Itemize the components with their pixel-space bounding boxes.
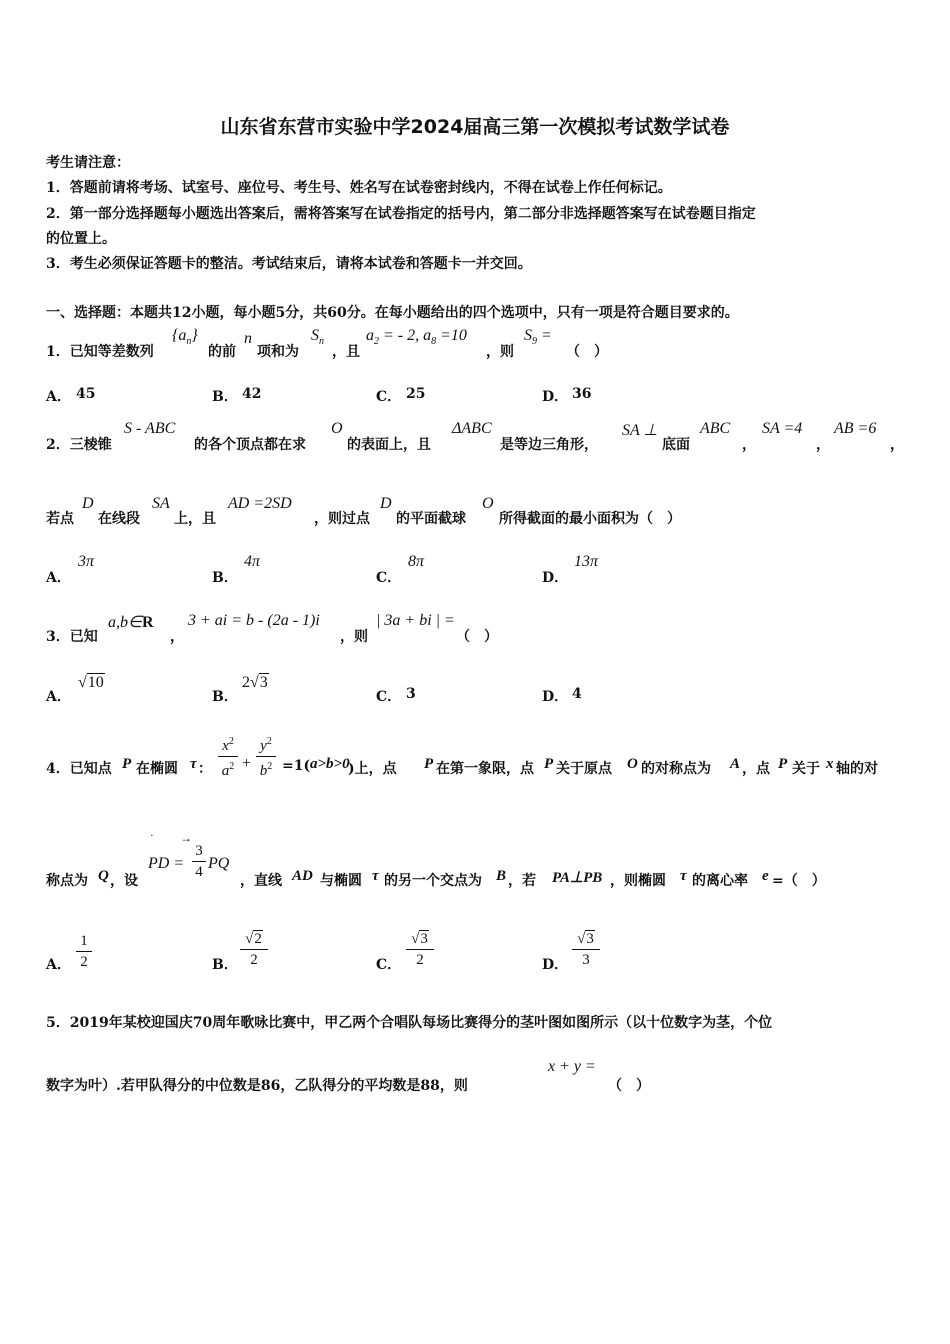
notice-item: 的位置上。 [46,231,116,247]
q4-math-vector: PD = [148,855,185,872]
q3-text: ，则 [340,629,368,645]
q3-text: ， [170,629,184,645]
option-label: C． [376,570,402,586]
q2-math: AB =6 [834,420,877,437]
q3-math: | 3a + bi | = [376,612,455,629]
option-label: A． [46,957,71,973]
q4-math: e [762,868,769,884]
q2-math: SA ⊥ [622,422,658,439]
q2-math: O [331,420,343,437]
q3-text: 3．已知 [46,629,98,645]
notice-item: 1．答题前请将考场、试室号、座位号、考生号、姓名写在试卷密封线内，不得在试卷上作任何标记。 [46,180,672,196]
option-value: 1 2 [76,932,92,971]
page-title: 山东省东营市实验中学2024届高三第一次模拟考试数学试卷 [220,116,730,138]
q4-text: 的另一个交点为 [384,873,482,889]
q1-text: 的前 [208,344,236,360]
q4-math: AD [292,868,313,884]
option-value: 4π [244,553,261,570]
option-label: B． [212,957,238,973]
q2-math: S - ABC [124,420,176,437]
option-label: C． [376,389,402,405]
q4-text: ： [198,761,212,777]
q4-math: Q [98,868,109,884]
q4-math: + [242,755,252,772]
q2-text: 上，且 [174,511,216,527]
notice-item: 3．考生必须保证答题卡的整洁。考试结束后，请将本试卷和答题卡一并交回。 [46,256,532,272]
q4-text: 的对称点为 [641,761,711,777]
option-value: √3 2 [406,930,434,969]
q2-math: D [82,495,94,512]
q4-math: A [730,756,741,772]
option-label: D． [542,957,569,973]
option-label: C． [376,689,402,705]
q2-text: 的表面上，且 [347,437,431,453]
option-value: 8π [408,553,425,570]
q4-text: =（ ） [772,873,826,889]
q2-text: ， [742,437,756,453]
q1-text: 1．已知等差数列 [46,344,154,360]
q1-math-n: n [244,330,252,347]
q2-math: SA =4 [762,420,803,437]
option-value: √3 3 [572,930,600,969]
vector-arrow: → [180,831,192,845]
q1-math-sn: $S_n$ [311,327,324,348]
q4-text: )上，点 [348,761,397,777]
q2-math: AD =2SD [228,495,292,512]
option-label: D． [542,689,569,705]
option-value: 3π [78,553,95,570]
ellipse-fraction-x: $x^2$ $a^2$ [218,733,238,780]
option-label: B． [212,389,238,405]
q2-text: 若点 [46,511,74,527]
q4-text: 在椭圆 [136,761,178,777]
q5-text: 数字为叶）.若甲队得分的中位数是86，乙队得分的平均数是88，则 [46,1078,468,1094]
option-value: 45 [76,386,96,402]
q4-text: 与椭圆 [320,873,362,889]
vector-dot: · [150,830,154,842]
notice-heading: 考生请注意： [46,155,130,171]
q4-text: 称点为 [46,873,88,889]
option-label: C． [376,957,402,973]
option-value: 25 [406,386,426,402]
option-label: B． [212,570,238,586]
ellipse-fraction-y: $y^2$ $b^2$ [256,733,276,780]
option-value: 13π [574,553,599,570]
q1-text: 项和为 [257,344,299,360]
q3-math: 3 + ai = b - (2a - 1)i [188,612,320,629]
q4-math: PA⊥PB [552,870,603,886]
q5-text: （ ） [608,1078,650,1094]
q4-text: 轴的对 [836,761,878,777]
option-value: 42 [242,386,262,402]
option-value: 3 [406,686,416,702]
option-label: A． [46,389,71,405]
option-label: D． [542,389,569,405]
q2-text: 2．三棱锥 [46,437,112,453]
q5-text: 5．2019年某校迎国庆70周年歌咏比赛中，甲乙两个合唱队每场比赛得分的茎叶图如图所示（以十位数字为茎，个位 [46,1015,773,1031]
q4-math: P [778,756,788,772]
option-value: 36 [572,386,592,402]
q4-text: 在第一象限，点 [436,761,534,777]
q4-math: τ [190,756,197,772]
q4-fraction-3-4: 3 4 [192,842,206,881]
q4-math: B [496,868,507,884]
q4-text: ，若 [508,873,536,889]
q1-text: （ ） [566,344,608,360]
option-label: A． [46,689,71,705]
q2-math: O [482,495,494,512]
option-label: A． [46,570,71,586]
notice-item: 2．第一部分选择题每小题选出答案后，需将答案写在试卷指定的括号内，第二部分非选择题答案写在试卷题目指定 [46,206,756,222]
q4-math: τ [372,868,379,884]
q2-text: 的各个顶点都在求 [194,437,306,453]
q4-math: x [826,756,834,772]
q2-text: 所得截面的最小面积为（ ） [499,511,681,527]
q1-math-sequence: $\{a_n\}$ [172,327,198,348]
q4-text: 的离心率 [692,873,748,889]
q2-math: ABC [700,420,731,437]
q3-math: a,b∈R [108,614,154,631]
option-label: B． [212,689,238,705]
section-heading: 一、选择题：本题共12小题，每小题5分，共60分。在每小题给出的四个选项中，只有一项是符合题目要求的。 [46,305,739,321]
q2-text: ， [890,437,904,453]
q5-math: x + y = [548,1058,596,1075]
q4-math: τ [680,868,687,884]
q4-math-vector: PQ [208,855,230,872]
q1-math-s9: $S_9$ = [524,327,552,348]
q2-text: 是等边三角形， [500,437,598,453]
q2-math: D [380,495,392,512]
q1-text: ，且 [332,344,360,360]
q2-text: 的平面截球 [396,511,466,527]
q4-math: a>b>0 [310,756,350,772]
q2-text: ， [816,437,830,453]
q1-math-condition: $a_2$ = - 2, $a_8 =10$ [366,327,467,348]
option-value: √2 2 [240,930,268,969]
q1-text: ，则 [486,344,514,360]
q4-math: P [544,756,554,772]
option-value: 2√3 [242,674,268,691]
q2-text: ，则过点 [314,511,370,527]
q4-text: 关于原点 [556,761,612,777]
q4-text: ，设 [110,873,138,889]
option-label: D． [542,570,569,586]
q4-math: P [122,756,132,772]
q4-text: =1( [282,758,311,774]
q3-text: （ ） [456,629,498,645]
q4-text: ，直线 [240,873,282,889]
q2-text: 底面 [662,437,690,453]
q2-math: SA [152,495,170,512]
q4-text: ，点 [742,761,770,777]
q4-text: 4．已知点 [46,761,112,777]
option-value: 4 [572,686,582,702]
q4-text: ，则椭圆 [610,873,666,889]
q2-math: ΔABC [452,420,492,437]
q4-math: O [627,756,638,772]
option-value: √10 [78,674,104,691]
q2-text: 在线段 [98,511,140,527]
q4-math: P [424,756,434,772]
q4-text: 关于 [792,761,820,777]
